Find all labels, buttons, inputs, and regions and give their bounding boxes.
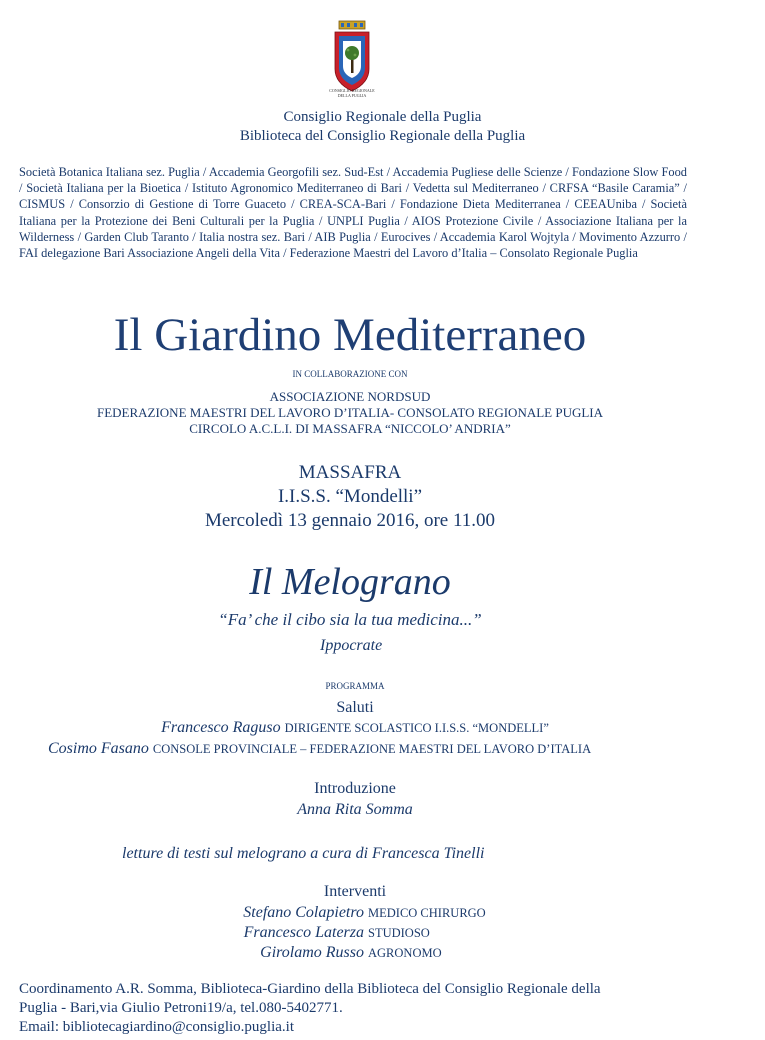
- talk-line-2: [0, 923, 734, 943]
- talk-line-1: [0, 903, 734, 923]
- event-quote: “Fa’ che il cibo sia la tua medicina...”: [218, 610, 482, 629]
- event-venue: I.I.S.S. “Mondelli”: [277, 486, 423, 507]
- header-library: Biblioteca del Consiglio Regionale della Puglia: [239, 128, 526, 144]
- greeting-name-1: Francesco Raguso: [161, 719, 281, 736]
- quote-author: Ippocrate: [320, 637, 383, 654]
- tree-icon: [345, 46, 359, 60]
- footer-line-1: Coordinamento A.R. Somma, Biblioteca-Giardino della Biblioteca del Consiglio Regionale della: [19, 981, 601, 997]
- talks-label: Interventi: [323, 883, 387, 900]
- talk-line-3: [0, 943, 734, 963]
- footer-contact: [19, 980, 601, 1037]
- readings-line: letture di testi sul melograno a cura di Francesca Tinelli: [122, 845, 485, 862]
- header-council: Consiglio Regionale della Puglia: [283, 109, 482, 125]
- program-label: PROGRAMMA: [325, 681, 385, 691]
- greeting-line-2: [48, 739, 591, 759]
- greeting-role-1: DIRIGENTE SCOLASTICO I.I.S.S. “MONDELLI”: [284, 721, 549, 735]
- footer-line-2: Puglia - Bari,via Giulio Petroni19/a, tel.080-5402771.: [19, 1000, 343, 1016]
- greeting-line-1: [0, 718, 710, 738]
- talk-role-1: MEDICO CHIRURGO: [368, 906, 486, 920]
- collab-org-3: CIRCOLO A.C.L.I. DI MASSAFRA “NICCOLO’ ANDRIA”: [189, 421, 511, 436]
- talk-name-3: Girolamo Russo: [260, 944, 364, 961]
- greeting-role-2: CONSOLE PROVINCIALE – FEDERAZIONE MAESTRI DEL LAVORO D’ITALIA: [152, 742, 592, 756]
- event-datetime: Mercoledì 13 gennaio 2016, ore 11.00: [204, 510, 496, 531]
- intro-label: Introduzione: [314, 780, 396, 797]
- event-title: Il Melograno: [249, 561, 451, 603]
- greeting-name-2: Cosimo Fasano: [48, 740, 149, 757]
- page-title: Il Giardino Mediterraneo: [113, 309, 587, 361]
- collab-label: IN COLLABORAZIONE CON: [292, 369, 408, 379]
- greetings-label: Saluti: [336, 699, 374, 716]
- talk-name-1: Stefano Colapietro: [243, 904, 364, 921]
- event-city: MASSAFRA: [298, 462, 402, 483]
- talk-role-2: STUDIOSO: [368, 926, 430, 940]
- collab-org-2: FEDERAZIONE MAESTRI DEL LAVORO D’ITALIA- CONSOLATO REGIONALE PUGLIA: [96, 405, 604, 420]
- talk-name-2: Francesco Laterza: [243, 924, 364, 941]
- intro-name: Anna Rita Somma: [297, 801, 413, 818]
- logo-caption: CONSIGLIO REGIONALE DELLA PUGLIA: [329, 88, 375, 98]
- partners-list: Società Botanica Italiana sez. Puglia / Accademia Georgofili sez. Sud-Est / Accademia Pugliese delle Scienze / Fondazione Slow Food / Società Italiana per la Bioetica / Istituto Agronomico Mediterraneo di Bari / Vedetta sul Mediterraneo / CRFSA “Basile Caramia” / CISMUS / Consorzio di Gestione di Torre Guaceto / CREA-SCA-Bari / Fondazione Dieta Mediterranea / CEEAUniba / Società Italiana per la Protezione dei Beni Culturali per la Puglia / UNPLI Puglia / AIOS Protezione Civile / Associazione Italiana per la Wilderness / Garden Club Taranto / Italia nostra sez. Bari / AIB Puglia / Eurocives / Accademia Karol Wojtyla / Movimento Azzurro / FAI delegazione Bari Associazione Angeli della Vita / Federazione Maestri del Lavoro d’Italia – Consolato Regionale Puglia: [19, 165, 687, 261]
- footer-email: Email: bibliotecagiardino@consiglio.puglia.it: [19, 1019, 295, 1035]
- talk-role-3: AGRONOMO: [368, 946, 442, 960]
- collab-org-1: ASSOCIAZIONE NORDSUD: [269, 389, 431, 404]
